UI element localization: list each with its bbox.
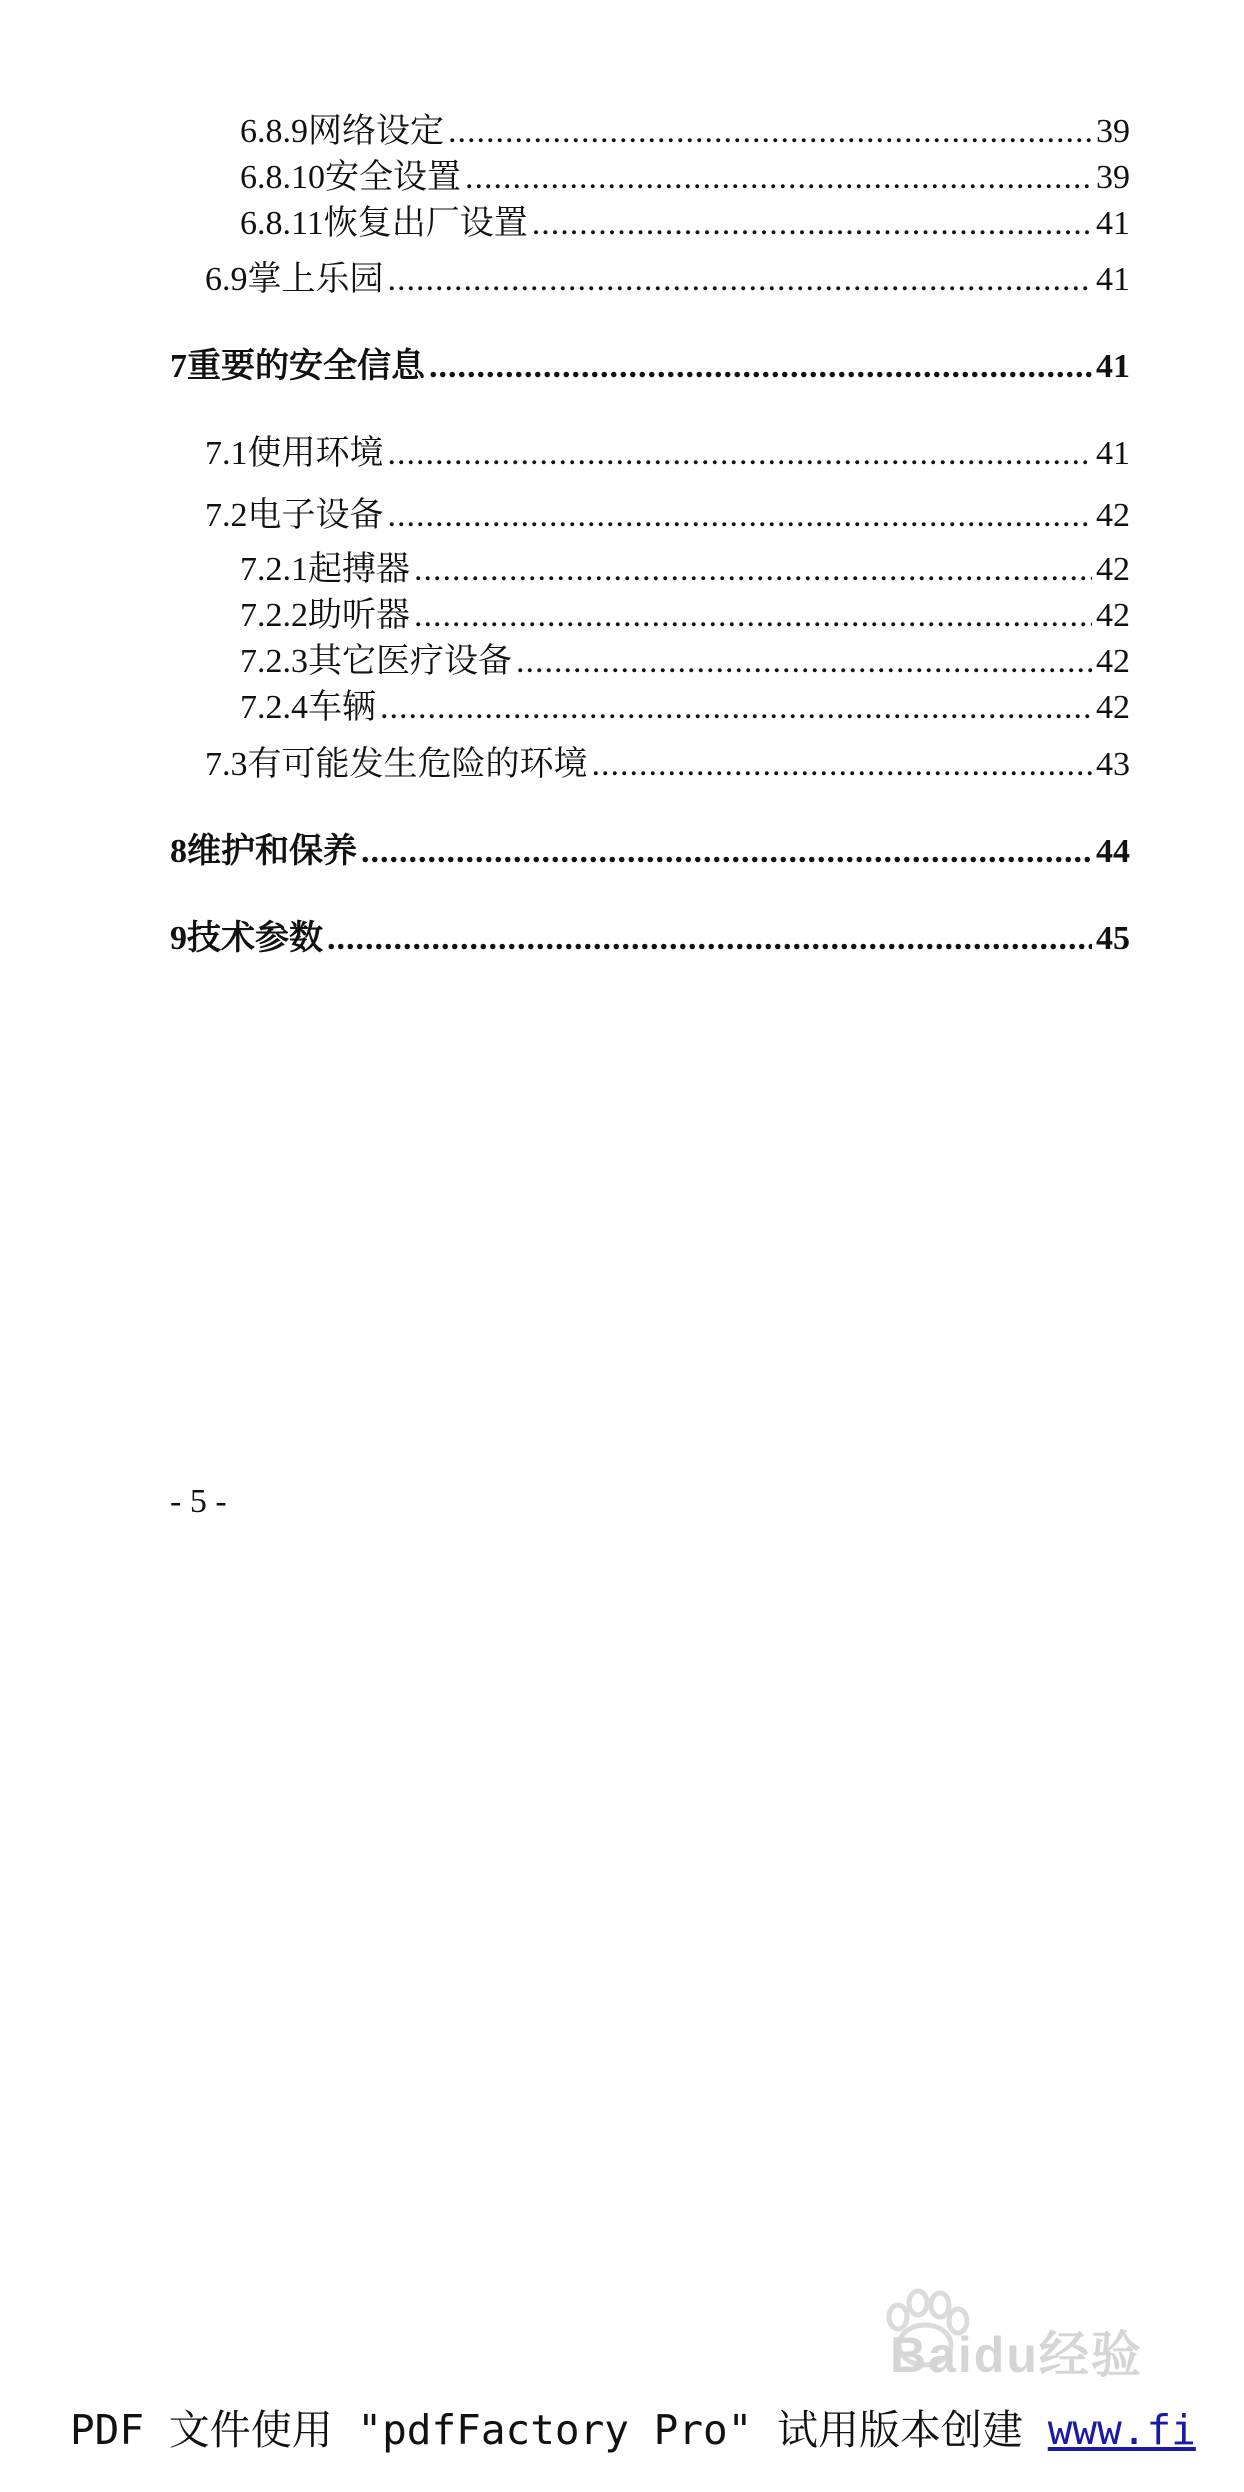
- toc-leader-dots: [592, 743, 1093, 787]
- toc-page: 41: [1096, 435, 1130, 472]
- toc-title: 安全设置: [325, 159, 461, 196]
- toc-entry-7[interactable]: [170, 345, 1130, 389]
- toc-leader-dots: [429, 345, 1092, 389]
- toc-title: 恢复出厂设置: [323, 205, 528, 242]
- toc-leader-dots: [327, 917, 1092, 961]
- toc-entry-8[interactable]: [170, 830, 1130, 874]
- toc-page: 39: [1096, 113, 1130, 150]
- toc-number: 7.2.4: [240, 689, 308, 726]
- toc-leader-dots: [465, 156, 1092, 200]
- toc-leader-dots: [380, 686, 1092, 730]
- toc-leader-dots: [361, 830, 1092, 874]
- watermark-text: Baidu经验: [890, 2327, 1143, 2383]
- baidu-watermark: [870, 2285, 1170, 2383]
- page-number: - 5 -: [170, 1483, 227, 1520]
- toc-title: 使用环境: [247, 435, 384, 472]
- toc-number: 6.8.11: [240, 205, 324, 242]
- toc-page: 41: [1096, 261, 1130, 298]
- toc-title: 电子设备: [247, 497, 384, 534]
- toc-page: 41: [1096, 348, 1130, 385]
- footer-text: PDF 文件使用 "pdfFactory Pro" 试用版本创建: [70, 2406, 1048, 2454]
- toc-title: 起搏器: [308, 551, 410, 588]
- toc-entry-7-2-4[interactable]: [170, 686, 1130, 730]
- toc-number: 6.8.10: [240, 159, 325, 196]
- toc-title: 技术参数: [187, 920, 323, 957]
- toc-number: 7.2.1: [240, 551, 308, 588]
- toc-number: 9: [170, 920, 187, 957]
- toc-leader-dots: [414, 548, 1092, 592]
- toc-entry-7-1[interactable]: [170, 432, 1130, 476]
- toc-number: 7: [170, 348, 187, 385]
- toc-entry-9[interactable]: [170, 917, 1130, 961]
- toc-entry-7-2-2[interactable]: [170, 594, 1130, 638]
- toc-entry-7-2-3[interactable]: [170, 640, 1130, 684]
- toc-page: 42: [1096, 497, 1130, 534]
- toc-number: 6.8.9: [240, 113, 308, 150]
- toc-number: 7.2.3: [240, 643, 308, 680]
- toc-entry-6-8-9[interactable]: [170, 110, 1130, 154]
- toc-leader-dots: [532, 202, 1092, 246]
- pdf-footer: [70, 2400, 1244, 2460]
- toc-page: 42: [1096, 643, 1130, 680]
- toc-page: 43: [1096, 746, 1130, 783]
- toc-page: 41: [1096, 205, 1130, 242]
- toc-title: 重要的安全信息: [187, 348, 425, 385]
- toc-title: 掌上乐园: [247, 261, 384, 298]
- toc-entry-7-3[interactable]: [170, 743, 1130, 787]
- footer-link[interactable]: www.fi: [1047, 2406, 1196, 2454]
- toc-page: 44: [1096, 833, 1130, 870]
- toc-number: 6.9: [205, 261, 248, 298]
- toc-number: 7.2: [205, 497, 248, 534]
- toc-page: 45: [1096, 920, 1130, 957]
- toc-page: 42: [1096, 551, 1130, 588]
- toc-leader-dots: [388, 494, 1093, 538]
- toc-entry-6-8-11[interactable]: [170, 202, 1130, 246]
- toc-entry-7-2-1[interactable]: [170, 548, 1130, 592]
- toc-title: 助听器: [308, 597, 410, 634]
- toc-leader-dots: [448, 110, 1092, 154]
- toc-leader-dots: [388, 432, 1093, 476]
- toc-number: 7.1: [205, 435, 248, 472]
- toc-title: 维护和保养: [187, 833, 357, 870]
- toc-entry-6-8-10[interactable]: [170, 156, 1130, 200]
- toc-title: 其它医疗设备: [308, 643, 512, 680]
- toc-leader-dots: [388, 258, 1093, 302]
- toc-title: 网络设定: [308, 113, 444, 150]
- toc-title: 车辆: [308, 689, 376, 726]
- toc-leader-dots: [516, 640, 1092, 684]
- toc-number: 7.2.2: [240, 597, 308, 634]
- toc-title: 有可能发生危险的环境: [247, 746, 588, 783]
- toc-page: 42: [1096, 597, 1130, 634]
- toc-page: 39: [1096, 159, 1130, 196]
- toc-leader-dots: [414, 594, 1092, 638]
- toc-entry-7-2[interactable]: [170, 494, 1130, 538]
- toc-entry-6-9[interactable]: [170, 258, 1130, 302]
- toc-number: 8: [170, 833, 187, 870]
- toc-page: 42: [1096, 689, 1130, 726]
- toc-number: 7.3: [205, 746, 248, 783]
